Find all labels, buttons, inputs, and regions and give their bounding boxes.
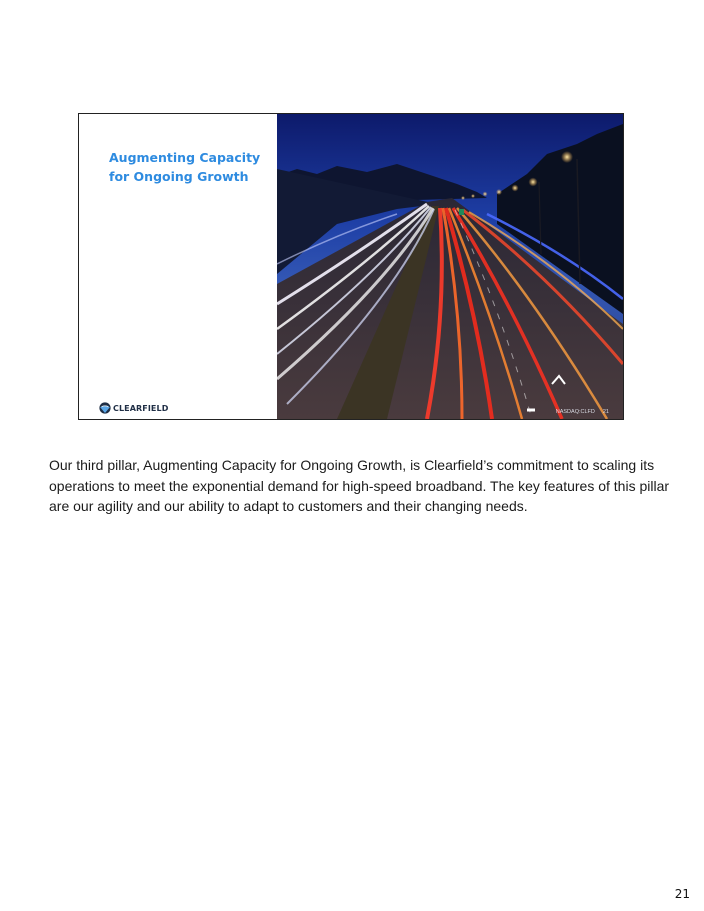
- highway-photo: [277, 114, 623, 419]
- slide-footer: [556, 409, 609, 415]
- logo-text: CLEARFIELD: [113, 403, 169, 413]
- notes-paragraph: Our third pillar, Augmenting Capacity for Ongoing Growth, is Clearfield’s commitment to scaling its operations to meet the exponential demand for high-speed broadband. The key features of this pillar are our agility and our ability to adapt to customers and their changing needs.: [49, 457, 670, 514]
- highway-light-trails-icon: [277, 114, 623, 419]
- slide-footer-ticker: NASDAQ:CLFD: [555, 409, 595, 415]
- clearfield-logo: [99, 402, 168, 414]
- slide-title: Augmenting Capacity for Ongoing Growth: [109, 150, 261, 184]
- clearfield-logo-icon: [99, 402, 111, 414]
- page-number: 21: [674, 887, 690, 901]
- slide-thumbnail: [78, 113, 624, 420]
- slide-text-panel: [79, 114, 277, 419]
- slide-footer-page: 21: [602, 409, 609, 415]
